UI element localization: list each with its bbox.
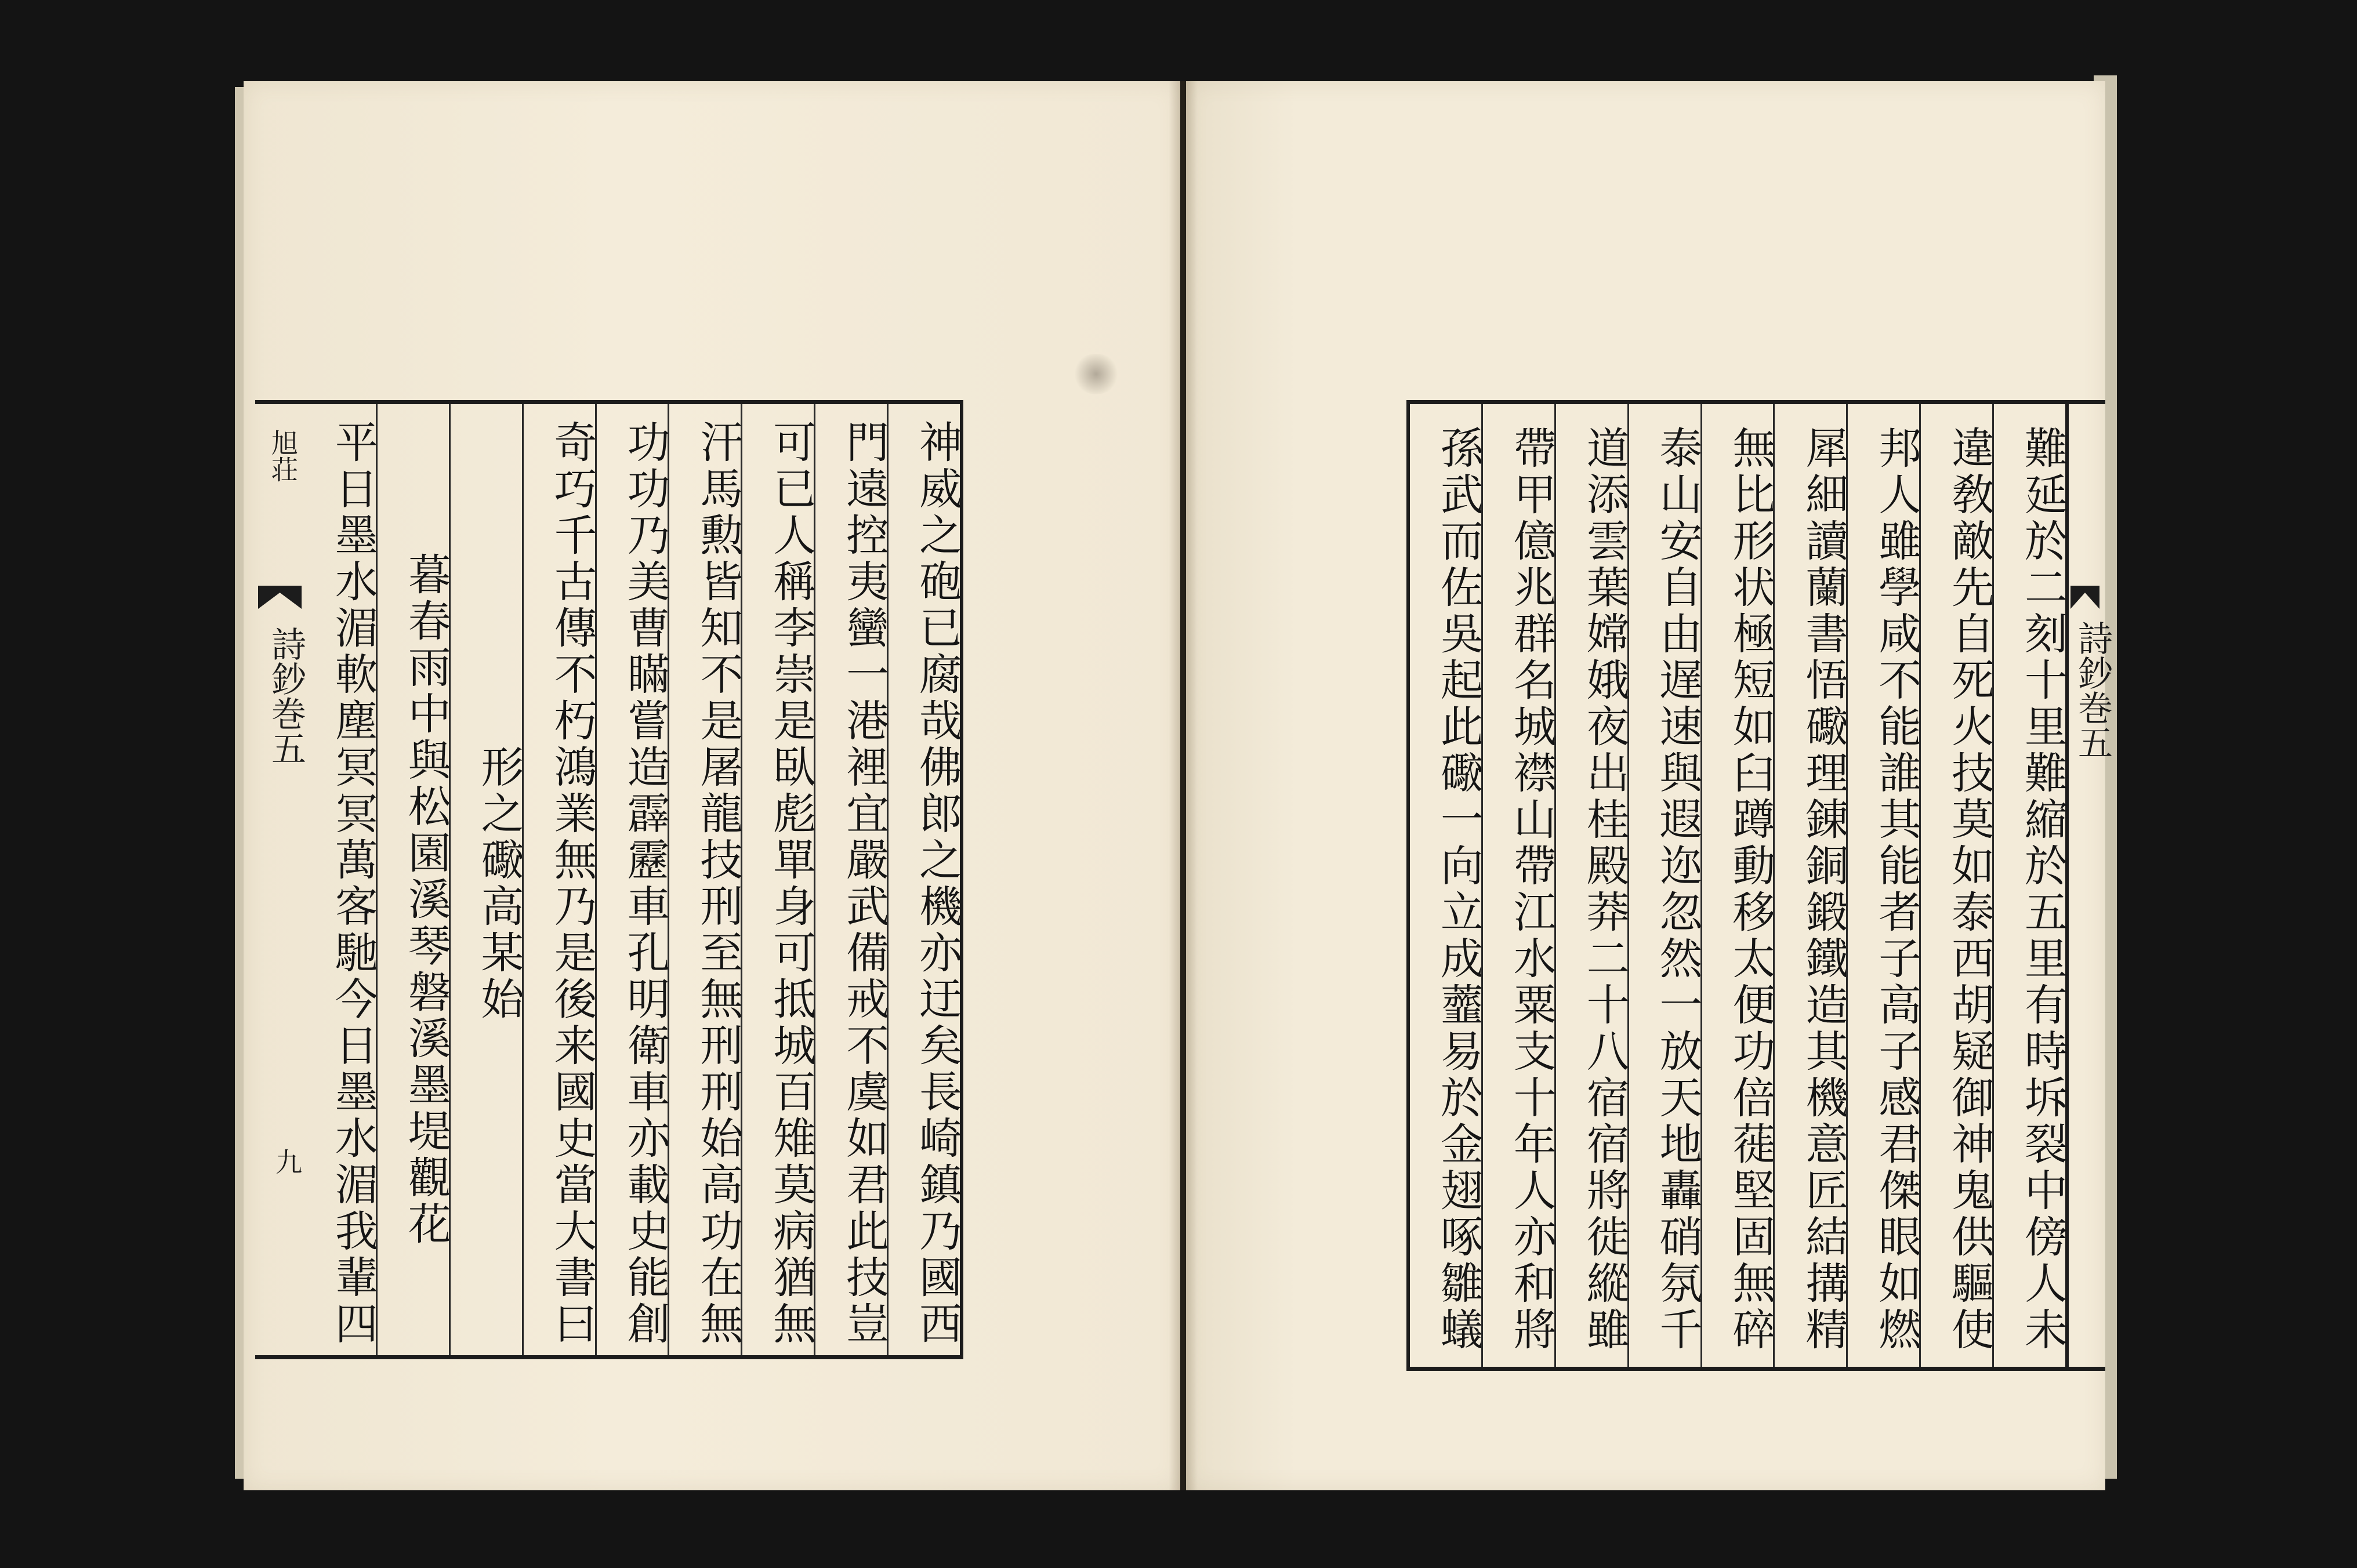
left-page-number: 九 — [271, 1148, 303, 1175]
text-column: 難延於二刻十里難縮於五里有時坼裂中傍人未 — [1992, 404, 2065, 1367]
text-column: 無比形状極短如臼蹲動移太便功倍蓰堅固無碎 — [1700, 404, 1774, 1367]
ink-smudge — [1073, 354, 1119, 394]
book-gutter — [1169, 81, 1198, 1490]
left-hashira-title: 詩鈔巻五 — [266, 626, 306, 765]
text-column: 奇巧千古傳不朽鴻業無乃是後来國史當大書曰 — [522, 404, 595, 1355]
text-column: 可已人稱李崇是臥彪單身可抵城百雉莫病猶無 — [741, 404, 814, 1355]
text-column: 帶甲億兆群名城襟山帶江水粟支十年人亦和將 — [1481, 404, 1554, 1367]
text-column: 犀細讀蘭書悟礮理錬銅鍛鐵造其機意匠結搆精 — [1773, 404, 1846, 1367]
right-hashira-title: 詩鈔巻五 — [2072, 620, 2113, 760]
text-column: 門遠控夷蠻一港裡宜嚴武備戒不虞如君此技豈 — [814, 404, 887, 1355]
text-column: 汗馬勲皆知不是屠龍技刑至無刑刑始高功在無 — [668, 404, 741, 1355]
right-text-box — [1406, 400, 2069, 1371]
text-column: 道添雲葉嫦娥夜出桂殿莽二十八宿宿將徙縱雖 — [1554, 404, 1627, 1367]
text-column: 平日墨水湄軟塵冥冥萬客馳今日墨水湄我輩四 — [328, 420, 378, 1348]
text-column: 神威之砲已腐哉佛郎之機亦迂矣長崎鎮乃國西 — [887, 404, 960, 1355]
text-column: 孫武而佐吳起此礮一向立成虀易於金翅啄雛蟻 — [1433, 426, 1484, 1353]
left-hashira-top: 旭荘 — [267, 429, 299, 482]
text-column: 形之礮高某始 — [449, 404, 522, 1355]
poem-title-column: 暮春雨中與松園溪琴磐溪墨堤觀花 — [376, 404, 449, 1355]
text-column: 邦人雖學咸不能誰其能者子高子感君傑眼如燃 — [1846, 404, 1919, 1367]
left-text-box — [304, 400, 963, 1359]
text-column: 功功乃美曹瞞嘗造霹靂車孔明衛車亦載史能創 — [595, 404, 668, 1355]
text-column: 泰山安自由遅速與遐迩忽然一放天地轟硝氛千 — [1627, 404, 1700, 1367]
text-column: 違敎敵先自死火技莫如泰西胡疑御神鬼供驅使 — [1919, 404, 1992, 1367]
